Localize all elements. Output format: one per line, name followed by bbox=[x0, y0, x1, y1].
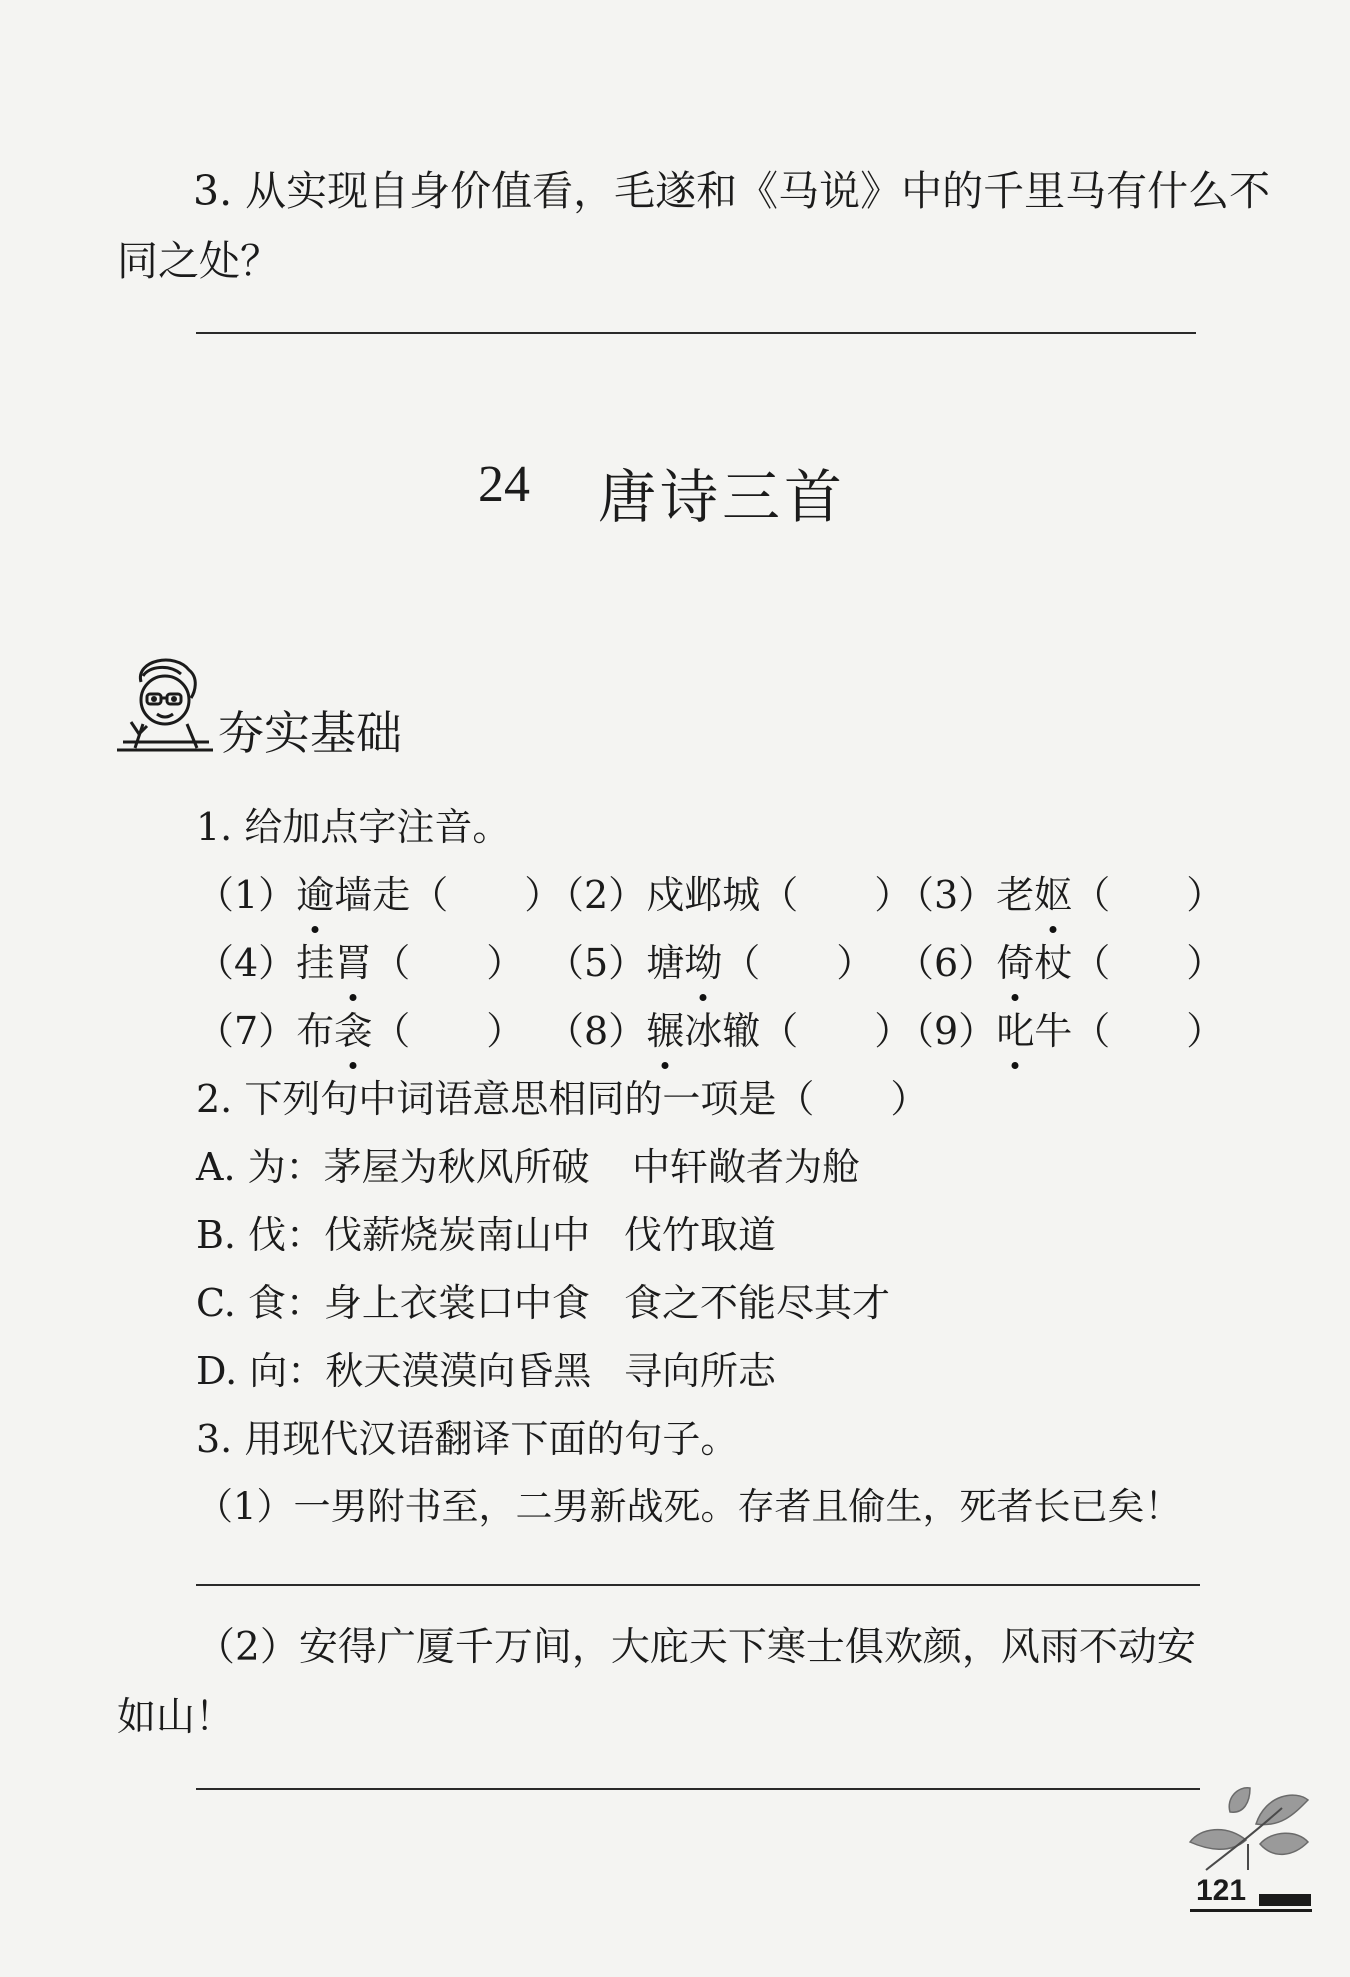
q2-option-a: A. 为：茅屋为秋风所破 bbox=[196, 1145, 590, 1189]
page-number-underline bbox=[1190, 1909, 1312, 1912]
q1-item-5: （5）塘坳（ ） bbox=[546, 932, 874, 987]
q1-item-8: （8）辗冰辙（ ） bbox=[546, 1000, 912, 1055]
q2-option-a-s2: 中轩敞者为舱 bbox=[632, 1145, 861, 1189]
q1-stem: 1. 给加点字注音。 bbox=[196, 805, 511, 849]
q1-item-7: （7）布衾（ ） bbox=[196, 1000, 524, 1055]
q2-option-b-s2: 伐竹取道 bbox=[624, 1213, 777, 1257]
lesson-number: 24 bbox=[478, 456, 530, 513]
q2-option-d-s2: 寻向所志 bbox=[624, 1349, 777, 1393]
page-number: 121 bbox=[1196, 1874, 1247, 1907]
q3-stem: 3. 用现代汉语翻译下面的句子。 bbox=[196, 1417, 739, 1461]
q1-item-4: （4）挂罥（ ） bbox=[196, 932, 524, 987]
q1-item-6: （6）倚杖（ ） bbox=[896, 932, 1224, 987]
mascot-teacher-icon bbox=[113, 652, 217, 756]
q1-item-2: （2）戍邺城（ ） bbox=[546, 873, 913, 917]
q1-item-3: （3）老妪（ ） bbox=[896, 864, 1224, 919]
q3-sentence-1: （1）一男附书至，二男新战死。存者且偷生，死者长已矣！ bbox=[196, 1485, 1182, 1528]
q3-sentence-2-line2: 如山！ bbox=[117, 1695, 235, 1740]
q2-option-b: B. 伐：伐薪烧炭南山中 bbox=[196, 1213, 591, 1257]
q1-item-9: （9）叱牛（ ） bbox=[896, 1000, 1224, 1055]
prev-question-line2: 同之处？ bbox=[117, 237, 281, 285]
lesson-title: 唐诗三首 bbox=[598, 463, 847, 531]
q2-stem: 2. 下列句中词语意思相同的一项是（ ） bbox=[196, 1077, 929, 1121]
q2-option-c: C. 食：身上衣裳口中食 bbox=[196, 1281, 590, 1325]
q1-item-1: （1）逾墙走（ ） bbox=[196, 864, 562, 919]
answer-line bbox=[196, 332, 1196, 334]
q3-sentence-2-line1: （2）安得广厦千万间，大庇天下寒士俱欢颜，风雨不动安 bbox=[196, 1625, 1196, 1670]
leaf-decoration-icon bbox=[1186, 1784, 1314, 1874]
answer-line bbox=[196, 1788, 1200, 1790]
prev-question-line1: 3. 从实现自身价值看，毛遂和《马说》中的千里马有什么不 bbox=[193, 167, 1271, 215]
page-number-bar bbox=[1259, 1894, 1311, 1906]
answer-line bbox=[196, 1584, 1200, 1586]
section-title: 夯实基础 bbox=[218, 706, 402, 760]
q2-option-d: D. 向：秋天漠漠向昏黑 bbox=[196, 1349, 592, 1393]
q2-option-c-s2: 食之不能尽其才 bbox=[624, 1281, 891, 1325]
